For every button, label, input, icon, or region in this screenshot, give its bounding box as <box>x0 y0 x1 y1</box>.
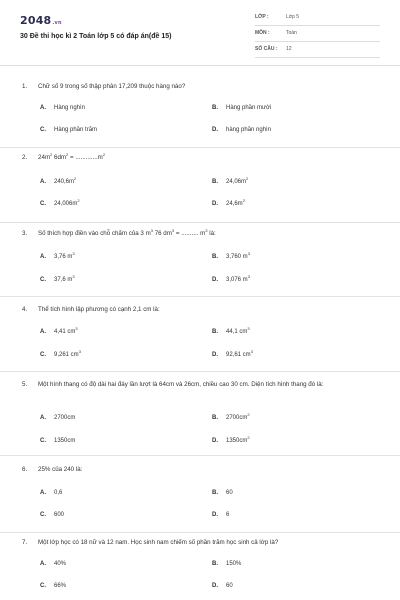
question-2 <box>0 153 400 223</box>
question-number: 4. <box>22 306 28 313</box>
meta-value: Toán <box>286 30 297 36</box>
option-d[interactable]: D. 6 <box>212 512 230 518</box>
meta-label: SỐ CÂU : <box>255 46 278 52</box>
meta-row-class <box>255 12 380 26</box>
option-a[interactable]: A. 4,41 $cm^3$ <box>40 326 78 335</box>
option-b[interactable]: B. $24,06m^2$ <box>212 176 249 185</box>
question-text: Số thích hợp điền vào chỗ chấm của 3 $m^3$ 76 $dm^3$ = .......... $m^3$ là: <box>38 227 216 237</box>
option-d[interactable]: D. $1350cm^2$ <box>212 435 250 444</box>
option-d[interactable]: D. hàng phần nghìn <box>212 127 272 133</box>
question-4 <box>0 305 400 372</box>
question-3 <box>0 229 400 297</box>
meta-row-question-count <box>255 44 380 58</box>
option-c[interactable]: C. $24,006m^2$ <box>40 198 80 207</box>
meta-value: Lớp 5 <box>286 14 300 20</box>
option-d[interactable]: D. 60 <box>212 583 233 589</box>
option-a[interactable]: A. Hàng nghìn <box>40 105 86 111</box>
meta-row-subject <box>255 28 380 42</box>
meta-label: LỚP : <box>255 14 269 20</box>
question-number: 7. <box>22 539 28 546</box>
question-text: 25% của 240 là: <box>38 466 83 473</box>
logo-suffix: .vn <box>52 20 62 26</box>
option-b[interactable]: B. 44,1 $cm^3$ <box>212 326 250 335</box>
option-d[interactable]: D. 92,61 $cm^3$ <box>212 349 253 358</box>
question-text: $24m^2$ $6dm^2 = .............m^2$ <box>38 151 106 161</box>
option-c[interactable]: C. Hàng phần trăm <box>40 127 98 133</box>
question-number: 5. <box>22 381 28 388</box>
option-c[interactable]: C. 66% <box>40 583 67 589</box>
option-d[interactable]: D. 3,076 $m^3$ <box>212 274 250 283</box>
site-logo[interactable] <box>20 14 62 27</box>
document-header <box>0 0 400 66</box>
question-number: 1. <box>22 83 28 90</box>
logo-text: 2048 <box>20 14 52 27</box>
question-number: 2. <box>22 154 28 161</box>
meta-label: MÔN : <box>255 30 270 36</box>
option-b[interactable]: B. 150% <box>212 561 242 567</box>
option-b[interactable]: B. 60 <box>212 490 233 496</box>
question-text: Một hình thang có độ dài hai đáy lần lượt là 64cm và 26cm, chiều cao 30 cm. Diện tích hình thang đó là: <box>38 381 324 388</box>
option-b[interactable]: B. Hàng phần mười <box>212 105 272 111</box>
meta-value: 12 <box>286 46 292 52</box>
option-a[interactable]: A. $240,6m^2$ <box>40 176 77 185</box>
option-a[interactable]: A. 3,76 $m^3$ <box>40 251 75 260</box>
question-1 <box>0 82 400 148</box>
option-a[interactable]: A. 0,6 <box>40 490 63 496</box>
option-b[interactable]: B. 3,760 $m^3$ <box>212 251 250 260</box>
question-number: 6. <box>22 466 28 473</box>
question-7 <box>0 538 400 600</box>
option-d[interactable]: D. $24,6m^2$ <box>212 198 245 207</box>
question-text: Thể tích hình lập phương có cạnh 2,1 cm là: <box>38 306 160 313</box>
document-title: 30 Đề thi học kì 2 Toán lớp 5 có đáp án(đề 15) <box>20 33 172 40</box>
question-text: Một lớp học có 18 nữ và 12 nam. Học sinh nam chiếm số phần trăm học sinh cả lớp là? <box>38 539 279 546</box>
option-a[interactable]: A. 2700cm <box>40 415 76 421</box>
question-5 <box>0 380 400 456</box>
option-c[interactable]: C. 37,6 $m^3$ <box>40 274 75 283</box>
option-b[interactable]: B. $2700cm^2$ <box>212 412 250 421</box>
option-c[interactable]: C. 600 <box>40 512 65 518</box>
question-text: Chữ số 9 trong số thập phân 17,209 thuộc hàng nào? <box>38 83 186 90</box>
question-number: 3. <box>22 230 28 237</box>
option-a[interactable]: A. 40% <box>40 561 67 567</box>
option-c[interactable]: C. 9,261 $cm^3$ <box>40 349 81 358</box>
question-6 <box>0 465 400 533</box>
option-c[interactable]: C. 1350cm <box>40 438 76 444</box>
